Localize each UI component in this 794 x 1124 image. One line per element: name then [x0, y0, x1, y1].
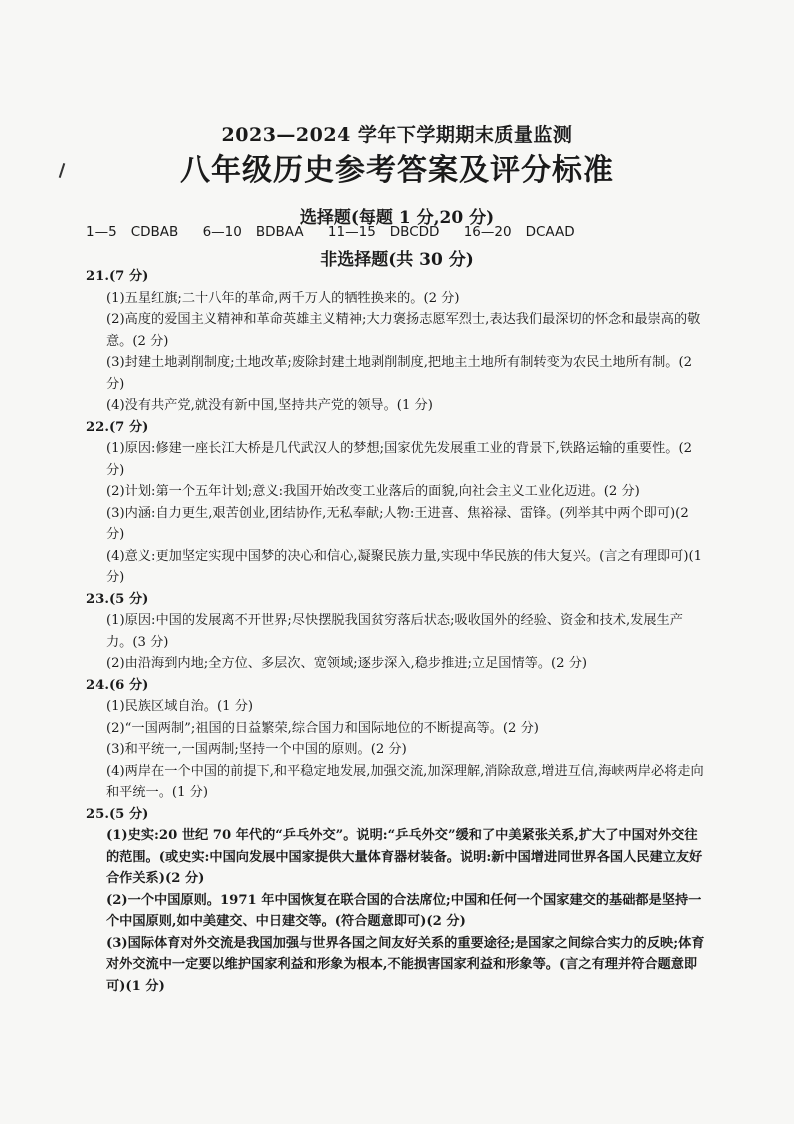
question-24-item: (4)两岸在一个中国的前提下,和平稳定地发展,加强交流,加深理解,消除敌意,增进互信,海峡两岸必将走向和平统一。(1 分) — [106, 763, 704, 800]
question-21-item: (2)高度的爱国主义精神和革命英雄主义精神;大力褒扬志愿军烈士,表达我们最深切的怀念和最崇高的敬意。(2 分) — [106, 312, 701, 349]
answer-range: 11—15 — [327, 224, 376, 240]
question-24-item: (2)“一国两制”;祖国的日益繁荣,综合国力和国际地位的不断提高等。(2 分) — [106, 720, 539, 736]
question-24-item: (3)和平统一,一国两制;坚持一个中国的原则。(2 分) — [106, 742, 407, 757]
question-22-item: (2)计划:第一个五年计划;意义:我国开始改变工业落后的面貌,向社会主义工业化迈进。(2 分) — [106, 484, 640, 499]
question-21-item: (3)封建土地剥削制度;土地改革;废除封建土地剥削制度,把地主土地所有制转变为农民土地所有制。(2 分) — [106, 355, 692, 392]
question-24-item: (1)民族区域自治。(1 分) — [106, 699, 254, 714]
document-title: 八年级历史参考答案及评分标准 — [180, 153, 614, 188]
question-23-item: (1)原因:中国的发展离不开世界;尽快摆脱我国贫穷落后状态;吸收国外的经验、资金和技术,发展生产力。(3 分) — [106, 613, 683, 650]
answer-range: 16—20 — [463, 224, 512, 240]
answer-key: CDBAB — [130, 224, 179, 240]
question-25-item: (2)一个中国原则。1971 年中国恢复在联合国的合法席位;中国和任何一个国家建交的基础都是坚持一个中国原则,如中美建交、中日建交等。(符合题意即可)(2 分) — [106, 892, 702, 929]
question-21-item: (4)没有共产党,就没有新中国,坚持共产党的领导。(1 分) — [106, 398, 433, 413]
multiple-choice-title: 选择题(每题 1 分,20 分) — [299, 208, 495, 228]
question-22-item: (1)原因:修建一座长江大桥是几代武汉人的梦想;国家优先发展重工业的背景下,铁路运输的重要性。(2 分) — [106, 441, 692, 478]
question-25-item: (3)国际体育对外交流是我国加强与世界各国之间友好关系的重要途径;是国家之间综合实力的反映;体育对外交流中一定要以维护国家利益和形象为根本,不能损害国家利益和形象等。(言之有理并符合题意即可)(1 分) — [106, 935, 705, 994]
question-25-item: (1)史实:20 世纪 70 年代的“乒乓外交”。说明:“乒乓外交”缓和了中美紧张关系,扩大了中国对外交往的范围。(或史实:中国向发展中国家提供大量体育器材装备。说明:新中国增进同世界各国人民建立友好合作关系)(2 分) — [106, 828, 703, 886]
question-25-heading: 25.(5 分) — [86, 806, 149, 822]
question-22-item: (3)内涵:自力更生,艰苦创业,团结协作,无私奉献;人物:王进喜、焦裕禄、雷锋。(列举其中两个即可)(2 分) — [106, 505, 689, 542]
question-21-item: (1)五星红旗;二十八年的革命,两千万人的牺牲换来的。(2 分) — [106, 290, 460, 306]
exam-period-title: 2023—2024 学年下学期期末质量监测 — [221, 124, 573, 146]
question-23-heading: 23.(5 分) — [86, 591, 149, 607]
multiple-choice-answers — [86, 224, 595, 240]
answer-key: BDBAA — [255, 224, 304, 240]
question-22-item: (4)意义:更加坚定实现中国梦的决心和信心,凝聚民族力量,实现中华民族的伟大复兴。(言之有理即可)(1 分) — [106, 548, 703, 585]
answer-key: DBCDD — [389, 224, 440, 240]
answer-range: 1—5 — [86, 224, 117, 240]
non-multiple-choice-title: 非选择题(共 30 分) — [320, 250, 474, 270]
question-21-heading: 21.(7 分) — [86, 269, 149, 284]
question-22-heading: 22.(7 分) — [86, 419, 149, 435]
question-23-item: (2)由沿海到内地;全方位、多层次、宽领域;逐步深入,稳步推进;立足国情等。(2 分) — [106, 656, 588, 671]
answer-range: 6—10 — [202, 224, 242, 240]
answer-key: DCAAD — [525, 224, 575, 240]
question-24-heading: 24.(6 分) — [86, 677, 149, 693]
answer-content — [86, 266, 706, 997]
